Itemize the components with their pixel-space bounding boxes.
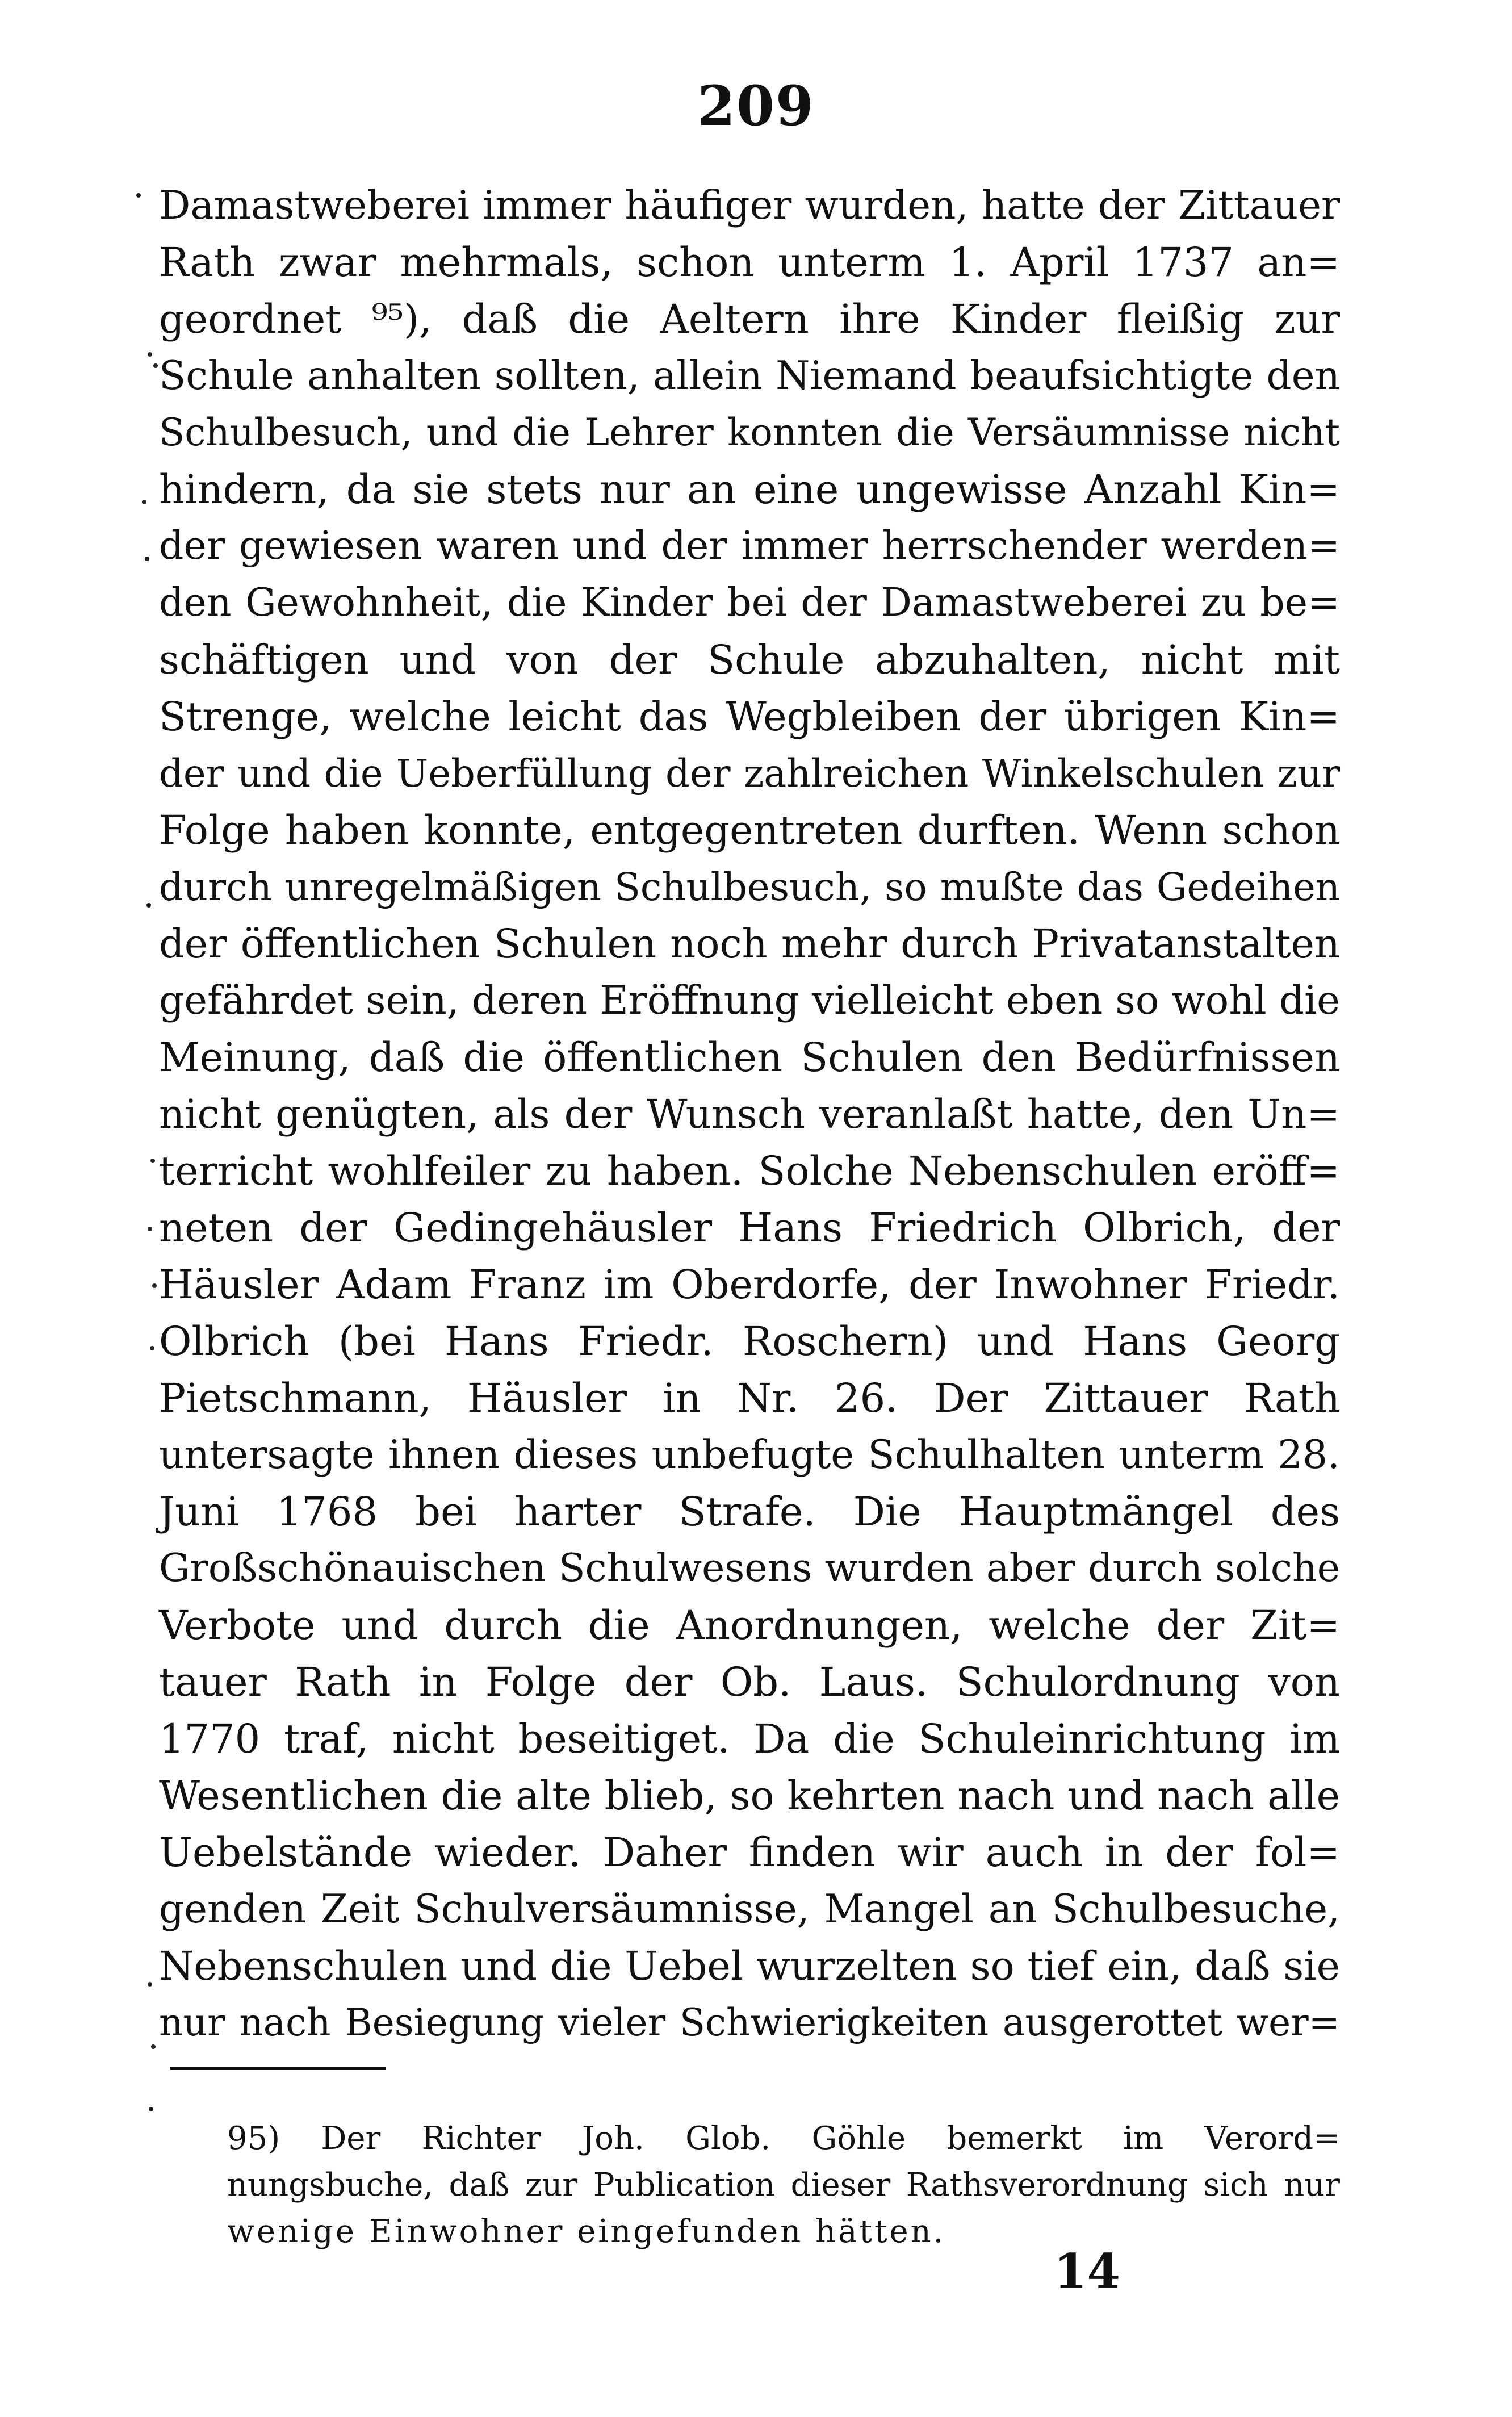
text-line: Verbote und durch die Anordnungen, welche der Zit= (159, 1602, 1340, 1649)
footnote-divider (170, 2067, 386, 2070)
text-line: genden Zeit Schulversäumnisse, Mangel an Schulbesuche, (159, 1887, 1340, 1932)
text-line: Juni 1768 bei harter Strafe. Die Hauptmängel des (159, 1488, 1340, 1535)
page-number: 209 (697, 74, 815, 138)
text-line: 1770 traf, nicht beseitiget. Da die Schuleinrichtung im (159, 1716, 1340, 1762)
text-line: gefährdet sein, deren Eröffnung vielleicht eben so wohl die (159, 978, 1340, 1023)
text-line: untersagte ihnen dieses unbefugte Schulhalten unterm 28. (159, 1432, 1340, 1478)
text-line: Schulbesuch, und die Lehrer konnten die Versäumnisse nicht (159, 411, 1340, 454)
text-line: terricht wohlfeiler zu haben. Solche Nebenschulen eröff= (159, 1148, 1340, 1194)
text-line: schäftigen und von der Schule abzuhalten, nicht mit (159, 637, 1340, 683)
text-line: Großschönauischen Schulwesens wurden aber durch solche (159, 1546, 1340, 1591)
text-line: nicht genügten, als der Wunsch veranlaßt hatte, den Un= (159, 1091, 1340, 1138)
text-line: durch unregelmäßigen Schulbesuch, so mußte das Gedeihen (159, 865, 1340, 909)
text-line: Rath zwar mehrmals, schon unterm 1. April 1737 an= (159, 239, 1340, 286)
text-line: nur nach Besiegung vieler Schwierigkeiten ausgerottet wer= (159, 2001, 1340, 2044)
text-line: Pietschmann, Häusler in Nr. 26. Der Zittauer Rath (159, 1375, 1340, 1421)
text-line: Damastweberei immer häufiger wurden, hatte der Zittauer (159, 183, 1340, 228)
text-line: tauer Rath in Folge der Ob. Laus. Schulordnung von (159, 1659, 1340, 1705)
footnote (227, 2115, 1340, 2255)
text-line: der öffentlichen Schulen noch mehr durch Privatanstalten (159, 921, 1340, 967)
text-line: Schule anhalten sollten, allein Niemand beaufsichtigte den (159, 353, 1340, 399)
text-line: den Gewohnheit, die Kinder bei der Damastweberei zu be= (159, 580, 1340, 625)
footnote-line: 95) Der Richter Joh. Glob. Göhle bemerkt im Verord= (227, 2120, 1340, 2157)
text-line: Strenge, welche leicht das Wegbleiben der übrigen Kin= (159, 693, 1340, 740)
text-line: Folge haben konnte, entgegentreten durften. Wenn schon (159, 807, 1340, 854)
text-line: Uebelstände wieder. Daher finden wir auch in der fol= (159, 1829, 1340, 1876)
text-line: geordnet ⁹⁵), daß die Aeltern ihre Kinder fleißig zur (159, 296, 1340, 342)
text-line: der gewiesen waren und der immer herrschender werden= (159, 524, 1340, 568)
text-line: der und die Ueberfüllung der zahlreichen Winkelschulen zur (159, 751, 1340, 796)
footnote-line: nungsbuche, daß zur Publication dieser Rathsverordnung sich nur (227, 2167, 1340, 2203)
text-line: Wesentlichen die alte blieb, so kehrten nach und nach alle (159, 1772, 1340, 1819)
text-line: Nebenschulen und die Uebel wurzelten so tief ein, daß sie (159, 1943, 1340, 1989)
text-line: Häusler Adam Franz im Oberdorfe, der Inwohner Friedr. (159, 1261, 1340, 1308)
text-line: Olbrich (bei Hans Friedr. Roschern) und Hans Georg (159, 1318, 1340, 1365)
signature-mark: 14 (1054, 2243, 1120, 2299)
text-line: Meinung, daß die öffentlichen Schulen den Bedürfnissen (159, 1034, 1340, 1081)
footnote-line: wenige Einwohner eingefunden hätten. (227, 2213, 946, 2250)
text-line: neten der Gedingehäusler Hans Friedrich Olbrich, der (159, 1205, 1340, 1251)
text-line: hindern, da sie stets nur an eine ungewisse Anzahl Kin= (159, 466, 1340, 513)
body-text (159, 177, 1340, 2051)
